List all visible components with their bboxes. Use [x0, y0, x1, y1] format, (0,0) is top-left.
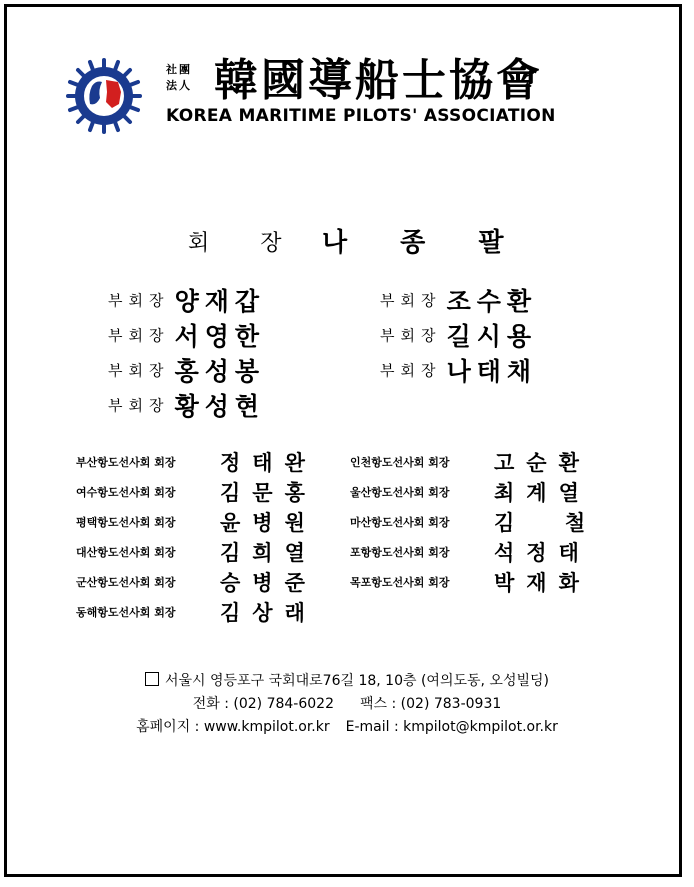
vice-president-name: 조수환 [446, 287, 538, 316]
chapter-title: 군산항도선사회 회장 [76, 576, 176, 589]
chapter-title: 마산항도선사회 회장 [350, 516, 450, 529]
chapter-president-entry [350, 447, 591, 477]
vice-president-title: 부회장 [380, 326, 442, 345]
org-name-english: KOREA MARITIME PILOTS' ASSOCIATION [166, 106, 556, 126]
chapter-title: 대산항도선사회 회장 [76, 546, 176, 559]
vice-president-entry [380, 317, 537, 353]
vice-president-entry [108, 352, 265, 388]
fax: 팩스 : (02) 783-0931 [360, 696, 502, 712]
chapter-president-entry [350, 537, 591, 567]
chapter-president-name: 정태완 [220, 450, 317, 475]
email-link[interactable]: E-mail : kmpilot@kmpilot.or.kr [345, 719, 558, 735]
chapter-title: 여수항도선사회 회장 [76, 486, 176, 499]
chapter-president-name: 고순환 [494, 450, 591, 475]
vice-president-title: 부회장 [108, 326, 170, 345]
vice-president-name: 황성현 [174, 392, 266, 421]
chapter-title: 포항항도선사회 회장 [350, 546, 450, 559]
vice-president-title: 부회장 [108, 361, 170, 380]
chapter-president-name: 김상래 [220, 600, 317, 625]
chapter-president-entry [76, 597, 317, 627]
chapter-president-entry [76, 507, 317, 537]
chapter-president-name: 김희열 [220, 540, 317, 565]
checkbox-icon [145, 672, 159, 686]
address-line [0, 670, 694, 690]
chapter-title: 목포항도선사회 회장 [350, 576, 450, 589]
vice-president-name: 길시용 [446, 322, 538, 351]
corp-line-1: 社團 [166, 63, 192, 76]
vice-president-title: 부회장 [108, 396, 170, 415]
vice-president-entry [380, 282, 537, 318]
corporation-type [166, 62, 192, 94]
vice-president-entry [108, 387, 265, 423]
vice-president-entry [108, 282, 265, 318]
chapter-president-name: 김 철 [494, 510, 598, 535]
chapter-president-entry [76, 567, 317, 597]
chapter-president-entry [76, 477, 317, 507]
page-border [4, 4, 682, 877]
address: 서울시 영등포구 국회대로76길 18, 10층 (여의도동, 오성빌딩) [165, 673, 549, 689]
chapter-president-name: 최계열 [494, 480, 591, 505]
vice-president-name: 홍성봉 [174, 357, 266, 386]
vice-president-name: 서영한 [174, 322, 266, 351]
vice-president-name: 나태채 [446, 357, 538, 386]
chapter-president-entry [350, 477, 591, 507]
chapter-president-entry [350, 507, 597, 537]
chapter-title: 평택항도선사회 회장 [76, 516, 176, 529]
association-emblem-icon [66, 58, 142, 134]
homepage-link[interactable]: 홈페이지 : www.kmpilot.or.kr [136, 719, 330, 735]
vice-president-entry [108, 317, 265, 353]
chapter-president-entry [350, 567, 591, 597]
chapter-title: 동해항도선사회 회장 [76, 606, 176, 619]
chapter-president-entry [76, 537, 317, 567]
org-name-hanja: 韓國導船士協會 [214, 55, 543, 106]
chapter-president-name: 석정태 [494, 540, 591, 565]
chapter-title: 인천항도선사회 회장 [350, 456, 450, 469]
phone: 전화 : (02) 784-6022 [192, 696, 334, 712]
chapter-president-entry [76, 447, 317, 477]
chapter-president-name: 박재화 [494, 570, 591, 595]
chapter-title: 부산항도선사회 회장 [76, 456, 176, 469]
chapter-president-name: 승병준 [220, 570, 317, 595]
web-email-line [0, 716, 694, 736]
president-title: 회 장 [188, 231, 304, 256]
corp-line-2: 法人 [166, 79, 192, 92]
phone-fax-line [0, 693, 694, 713]
president-name: 나 종 팔 [322, 228, 526, 258]
chapter-president-name: 윤병원 [220, 510, 317, 535]
vice-president-title: 부회장 [380, 361, 442, 380]
vice-president-title: 부회장 [380, 291, 442, 310]
vice-president-name: 양재갑 [174, 287, 266, 316]
chapter-title: 울산항도선사회 회장 [350, 486, 450, 499]
vice-president-title: 부회장 [108, 291, 170, 310]
vice-president-entry [380, 352, 537, 388]
chapter-president-name: 김문홍 [220, 480, 317, 505]
